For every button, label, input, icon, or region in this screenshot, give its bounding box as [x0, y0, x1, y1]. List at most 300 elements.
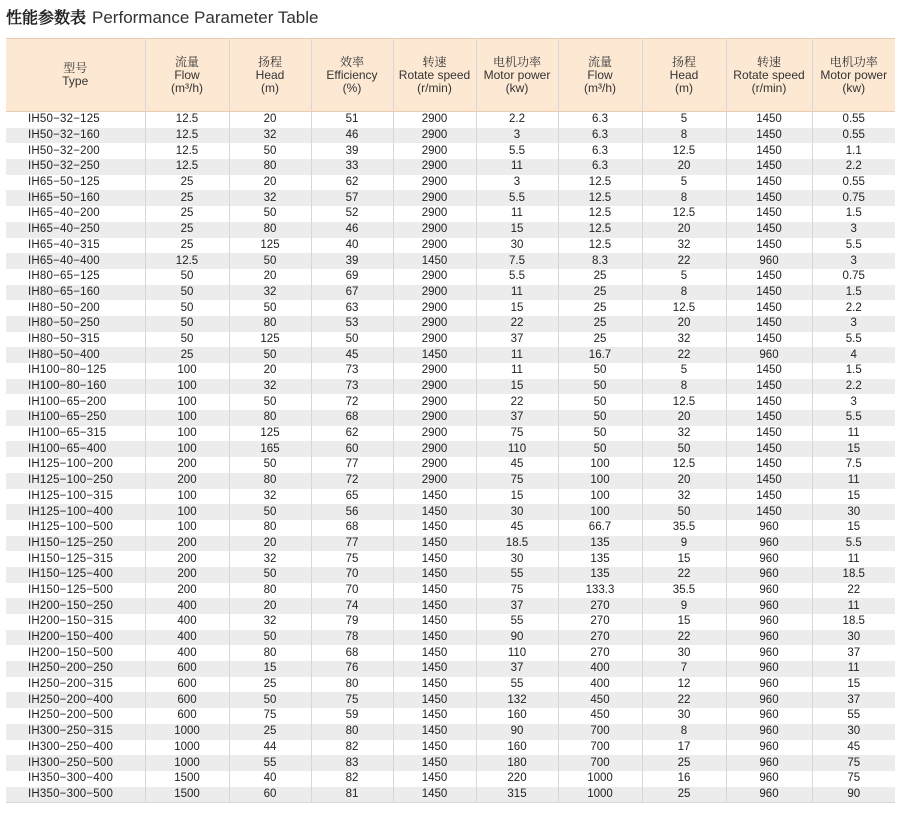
cell-flow-1450: 1000 [558, 771, 642, 787]
cell-rotate-speed-1450: 1450 [726, 332, 812, 348]
cell-flow-1450: 16.7 [558, 347, 642, 363]
cell-rotate-speed-2900: 1450 [393, 567, 476, 583]
cell-rotate-speed-2900: 2900 [393, 332, 476, 348]
header-label-en: Flow [587, 67, 613, 82]
cell-motor-power-2900: 75 [476, 583, 558, 599]
cell-rotate-speed-2900: 1450 [393, 630, 476, 646]
cell-type: IH50−32−160 [6, 128, 145, 144]
cell-head-1450: 12.5 [642, 300, 726, 316]
cell-type: IH300−250−315 [6, 724, 145, 740]
cell-motor-power-2900: 110 [476, 645, 558, 661]
cell-motor-power-1450: 1.5 [812, 206, 895, 222]
cell-motor-power-1450: 15 [812, 441, 895, 457]
cell-rotate-speed-2900: 1450 [393, 724, 476, 740]
cell-flow-1450: 135 [558, 567, 642, 583]
cell-head-1450: 50 [642, 504, 726, 520]
cell-motor-power-2900: 90 [476, 630, 558, 646]
cell-motor-power-1450: 1.1 [812, 143, 895, 159]
header-rotate-speed-2900 [393, 39, 476, 112]
header-unit: (m) [261, 80, 279, 95]
table-row [6, 551, 895, 567]
table-row [6, 724, 895, 740]
cell-flow-2900: 600 [145, 661, 229, 677]
cell-rotate-speed-1450: 960 [726, 661, 812, 677]
cell-efficiency: 63 [311, 300, 393, 316]
table-row [6, 394, 895, 410]
cell-rotate-speed-2900: 1450 [393, 551, 476, 567]
cell-motor-power-2900: 37 [476, 410, 558, 426]
cell-motor-power-1450: 18.5 [812, 567, 895, 583]
cell-head-2900: 50 [229, 692, 311, 708]
cell-rotate-speed-1450: 960 [726, 520, 812, 536]
cell-head-2900: 44 [229, 740, 311, 756]
cell-motor-power-1450: 55 [812, 708, 895, 724]
table-row [6, 379, 895, 395]
cell-type: IH125−100−400 [6, 504, 145, 520]
cell-flow-2900: 400 [145, 598, 229, 614]
cell-flow-1450: 50 [558, 394, 642, 410]
cell-rotate-speed-2900: 2900 [393, 143, 476, 159]
cell-rotate-speed-2900: 1450 [393, 520, 476, 536]
table-row [6, 426, 895, 442]
cell-motor-power-2900: 110 [476, 441, 558, 457]
cell-type: IH65−40−315 [6, 238, 145, 254]
table-row [6, 630, 895, 646]
table-row [6, 771, 895, 787]
cell-type: IH100−80−125 [6, 363, 145, 379]
cell-motor-power-1450: 4 [812, 347, 895, 363]
cell-motor-power-2900: 11 [476, 285, 558, 301]
cell-rotate-speed-1450: 1450 [726, 316, 812, 332]
cell-rotate-speed-1450: 960 [726, 755, 812, 771]
cell-efficiency: 82 [311, 740, 393, 756]
cell-rotate-speed-1450: 960 [726, 583, 812, 599]
cell-rotate-speed-2900: 2900 [393, 206, 476, 222]
cell-motor-power-1450: 0.55 [812, 175, 895, 191]
cell-rotate-speed-1450: 1450 [726, 489, 812, 505]
cell-rotate-speed-2900: 2900 [393, 269, 476, 285]
cell-type: IH65−40−400 [6, 253, 145, 269]
cell-head-2900: 55 [229, 755, 311, 771]
cell-flow-2900: 100 [145, 426, 229, 442]
cell-motor-power-1450: 30 [812, 504, 895, 520]
cell-rotate-speed-1450: 960 [726, 708, 812, 724]
cell-motor-power-2900: 55 [476, 567, 558, 583]
cell-type: IH300−250−400 [6, 740, 145, 756]
cell-flow-1450: 50 [558, 363, 642, 379]
cell-rotate-speed-1450: 960 [726, 677, 812, 693]
cell-efficiency: 39 [311, 253, 393, 269]
table-row [6, 332, 895, 348]
cell-flow-1450: 270 [558, 630, 642, 646]
cell-efficiency: 46 [311, 222, 393, 238]
cell-flow-1450: 100 [558, 457, 642, 473]
cell-flow-2900: 200 [145, 536, 229, 552]
header-row [6, 39, 895, 112]
page-title-en: Performance Parameter Table [92, 8, 319, 27]
cell-type: IH250−200−400 [6, 692, 145, 708]
cell-efficiency: 50 [311, 332, 393, 348]
cell-motor-power-1450: 5.5 [812, 410, 895, 426]
cell-head-1450: 20 [642, 410, 726, 426]
cell-head-1450: 5 [642, 269, 726, 285]
cell-head-2900: 32 [229, 190, 311, 206]
cell-flow-2900: 200 [145, 567, 229, 583]
cell-head-1450: 12.5 [642, 457, 726, 473]
cell-motor-power-2900: 30 [476, 504, 558, 520]
header-label-en: Motor power [483, 67, 551, 82]
cell-type: IH150−125−315 [6, 551, 145, 567]
cell-flow-2900: 200 [145, 473, 229, 489]
table-row [6, 473, 895, 489]
header-label-cn: 流量 [174, 54, 199, 69]
cell-head-1450: 32 [642, 238, 726, 254]
cell-rotate-speed-2900: 2900 [393, 410, 476, 426]
cell-motor-power-1450: 1.5 [812, 285, 895, 301]
cell-rotate-speed-1450: 960 [726, 347, 812, 363]
cell-type: IH200−150−400 [6, 630, 145, 646]
cell-efficiency: 70 [311, 567, 393, 583]
cell-efficiency: 72 [311, 473, 393, 489]
cell-flow-2900: 12.5 [145, 159, 229, 175]
cell-head-1450: 16 [642, 771, 726, 787]
cell-rotate-speed-1450: 1450 [726, 473, 812, 489]
cell-head-2900: 32 [229, 128, 311, 144]
cell-head-2900: 20 [229, 269, 311, 285]
cell-flow-1450: 450 [558, 708, 642, 724]
cell-motor-power-1450: 37 [812, 645, 895, 661]
cell-head-2900: 80 [229, 645, 311, 661]
cell-flow-2900: 25 [145, 222, 229, 238]
cell-motor-power-2900: 5.5 [476, 269, 558, 285]
cell-flow-1450: 700 [558, 740, 642, 756]
cell-head-1450: 35.5 [642, 583, 726, 599]
cell-type: IH125−100−250 [6, 473, 145, 489]
cell-rotate-speed-1450: 960 [726, 253, 812, 269]
cell-type: IH100−65−400 [6, 441, 145, 457]
cell-flow-1450: 700 [558, 755, 642, 771]
table-row [6, 253, 895, 269]
cell-rotate-speed-1450: 1450 [726, 300, 812, 316]
cell-efficiency: 60 [311, 441, 393, 457]
table-row [6, 457, 895, 473]
cell-flow-1450: 270 [558, 598, 642, 614]
table-row [6, 347, 895, 363]
cell-flow-1450: 12.5 [558, 222, 642, 238]
cell-head-2900: 20 [229, 536, 311, 552]
cell-motor-power-1450: 30 [812, 724, 895, 740]
cell-rotate-speed-1450: 1450 [726, 143, 812, 159]
cell-flow-1450: 66.7 [558, 520, 642, 536]
cell-head-2900: 50 [229, 567, 311, 583]
cell-head-2900: 60 [229, 787, 311, 803]
cell-rotate-speed-2900: 1450 [393, 708, 476, 724]
cell-head-2900: 25 [229, 677, 311, 693]
cell-rotate-speed-2900: 2900 [393, 112, 476, 128]
cell-head-1450: 8 [642, 285, 726, 301]
cell-head-1450: 15 [642, 614, 726, 630]
cell-flow-2900: 50 [145, 332, 229, 348]
header-unit: (kw) [842, 80, 866, 95]
cell-efficiency: 68 [311, 410, 393, 426]
cell-type: IH50−32−125 [6, 112, 145, 128]
cell-flow-1450: 50 [558, 426, 642, 442]
cell-rotate-speed-2900: 2900 [393, 175, 476, 191]
cell-motor-power-1450: 3 [812, 316, 895, 332]
cell-head-2900: 20 [229, 598, 311, 614]
table-row [6, 363, 895, 379]
cell-rotate-speed-2900: 2900 [393, 300, 476, 316]
cell-head-2900: 50 [229, 457, 311, 473]
cell-rotate-speed-2900: 1450 [393, 598, 476, 614]
cell-motor-power-1450: 7.5 [812, 457, 895, 473]
cell-head-1450: 8 [642, 190, 726, 206]
cell-motor-power-1450: 0.55 [812, 128, 895, 144]
cell-rotate-speed-2900: 1450 [393, 755, 476, 771]
header-unit: (r/min) [417, 80, 452, 95]
cell-flow-2900: 200 [145, 583, 229, 599]
cell-motor-power-2900: 5.5 [476, 190, 558, 206]
cell-head-1450: 9 [642, 536, 726, 552]
table-row [6, 489, 895, 505]
cell-flow-2900: 100 [145, 363, 229, 379]
cell-rotate-speed-1450: 1450 [726, 159, 812, 175]
cell-type: IH65−40−200 [6, 206, 145, 222]
cell-head-2900: 80 [229, 222, 311, 238]
cell-rotate-speed-2900: 2900 [393, 222, 476, 238]
cell-flow-2900: 25 [145, 175, 229, 191]
cell-flow-2900: 1500 [145, 771, 229, 787]
cell-type: IH65−50−160 [6, 190, 145, 206]
cell-flow-1450: 400 [558, 677, 642, 693]
cell-motor-power-1450: 3 [812, 394, 895, 410]
table-row [6, 238, 895, 254]
cell-flow-1450: 50 [558, 441, 642, 457]
cell-flow-1450: 270 [558, 645, 642, 661]
cell-type: IH125−100−200 [6, 457, 145, 473]
cell-flow-1450: 400 [558, 661, 642, 677]
table-row [6, 159, 895, 175]
cell-rotate-speed-1450: 1450 [726, 285, 812, 301]
table-row [6, 755, 895, 771]
cell-efficiency: 65 [311, 489, 393, 505]
header-type [6, 39, 145, 112]
cell-head-1450: 5 [642, 112, 726, 128]
cell-head-1450: 15 [642, 551, 726, 567]
cell-type: IH300−250−500 [6, 755, 145, 771]
cell-flow-1450: 6.3 [558, 112, 642, 128]
cell-rotate-speed-2900: 1450 [393, 645, 476, 661]
header-label-en: Flow [174, 67, 200, 82]
table-row [6, 567, 895, 583]
cell-head-1450: 12.5 [642, 143, 726, 159]
cell-rotate-speed-1450: 1450 [726, 504, 812, 520]
cell-rotate-speed-1450: 1450 [726, 441, 812, 457]
cell-flow-2900: 1500 [145, 787, 229, 803]
cell-rotate-speed-2900: 1450 [393, 489, 476, 505]
header-unit: (kw) [505, 80, 529, 95]
header-label-cn: 扬程 [257, 54, 282, 69]
cell-head-1450: 17 [642, 740, 726, 756]
cell-type: IH250−200−315 [6, 677, 145, 693]
header-label-cn: 型号 [63, 61, 88, 75]
cell-motor-power-2900: 11 [476, 206, 558, 222]
cell-head-1450: 32 [642, 489, 726, 505]
cell-motor-power-1450: 0.55 [812, 112, 895, 128]
cell-efficiency: 62 [311, 426, 393, 442]
cell-rotate-speed-2900: 1450 [393, 740, 476, 756]
cell-motor-power-1450: 2.2 [812, 300, 895, 316]
table-row [6, 222, 895, 238]
cell-head-2900: 75 [229, 708, 311, 724]
table-row [6, 285, 895, 301]
header-label-en: Efficiency [326, 67, 378, 82]
header-label-en: Head [255, 67, 285, 82]
cell-type: IH100−65−250 [6, 410, 145, 426]
header-label-en: Type [62, 74, 89, 88]
cell-rotate-speed-1450: 960 [726, 536, 812, 552]
cell-head-2900: 32 [229, 285, 311, 301]
header-head-1450 [642, 39, 726, 112]
page-title-cn: 性能参数表 [6, 8, 87, 27]
cell-flow-2900: 12.5 [145, 143, 229, 159]
cell-head-2900: 50 [229, 347, 311, 363]
header-rotate-speed-1450 [726, 39, 812, 112]
cell-rotate-speed-1450: 960 [726, 645, 812, 661]
cell-rotate-speed-1450: 1450 [726, 206, 812, 222]
performance-parameter-table [6, 38, 895, 803]
cell-flow-2900: 600 [145, 692, 229, 708]
cell-flow-1450: 12.5 [558, 175, 642, 191]
cell-flow-1450: 135 [558, 551, 642, 567]
cell-flow-1450: 12.5 [558, 206, 642, 222]
cell-flow-1450: 700 [558, 724, 642, 740]
cell-motor-power-2900: 132 [476, 692, 558, 708]
table-row [6, 316, 895, 332]
cell-flow-1450: 25 [558, 316, 642, 332]
header-unit: (m³/h) [171, 80, 203, 95]
table-row [6, 520, 895, 536]
cell-motor-power-2900: 160 [476, 740, 558, 756]
cell-motor-power-1450: 11 [812, 551, 895, 567]
cell-type: IH80−65−160 [6, 285, 145, 301]
cell-head-2900: 20 [229, 175, 311, 191]
cell-flow-2900: 100 [145, 379, 229, 395]
cell-flow-2900: 200 [145, 457, 229, 473]
cell-flow-1450: 6.3 [558, 143, 642, 159]
cell-flow-2900: 100 [145, 520, 229, 536]
cell-efficiency: 78 [311, 630, 393, 646]
table-row [6, 128, 895, 144]
cell-efficiency: 81 [311, 787, 393, 803]
cell-head-2900: 25 [229, 724, 311, 740]
cell-efficiency: 53 [311, 316, 393, 332]
cell-efficiency: 77 [311, 457, 393, 473]
cell-type: IH50−32−250 [6, 159, 145, 175]
cell-rotate-speed-2900: 2900 [393, 128, 476, 144]
cell-motor-power-1450: 2.2 [812, 379, 895, 395]
header-label-en: Motor power [820, 67, 888, 82]
cell-motor-power-1450: 15 [812, 677, 895, 693]
cell-flow-2900: 1000 [145, 724, 229, 740]
cell-rotate-speed-1450: 1450 [726, 175, 812, 191]
cell-motor-power-2900: 5.5 [476, 143, 558, 159]
cell-head-2900: 50 [229, 630, 311, 646]
cell-flow-2900: 100 [145, 504, 229, 520]
cell-rotate-speed-2900: 2900 [393, 457, 476, 473]
cell-rotate-speed-1450: 1450 [726, 426, 812, 442]
cell-flow-1450: 12.5 [558, 238, 642, 254]
cell-type: IH150−125−250 [6, 536, 145, 552]
cell-head-1450: 30 [642, 645, 726, 661]
cell-type: IH125−100−500 [6, 520, 145, 536]
cell-motor-power-2900: 75 [476, 426, 558, 442]
cell-motor-power-2900: 90 [476, 724, 558, 740]
table-row [6, 441, 895, 457]
cell-head-2900: 32 [229, 551, 311, 567]
table-row [6, 692, 895, 708]
cell-head-1450: 25 [642, 787, 726, 803]
cell-type: IH80−50−250 [6, 316, 145, 332]
cell-motor-power-2900: 160 [476, 708, 558, 724]
table-row [6, 269, 895, 285]
cell-rotate-speed-1450: 1450 [726, 112, 812, 128]
table-row [6, 661, 895, 677]
cell-head-1450: 5 [642, 175, 726, 191]
cell-motor-power-1450: 75 [812, 771, 895, 787]
table-row [6, 206, 895, 222]
cell-rotate-speed-2900: 2900 [393, 426, 476, 442]
cell-head-1450: 30 [642, 708, 726, 724]
cell-type: IH80−65−125 [6, 269, 145, 285]
cell-flow-2900: 100 [145, 410, 229, 426]
cell-efficiency: 57 [311, 190, 393, 206]
cell-rotate-speed-1450: 1450 [726, 269, 812, 285]
cell-rotate-speed-2900: 1450 [393, 536, 476, 552]
cell-motor-power-2900: 45 [476, 520, 558, 536]
cell-head-1450: 22 [642, 253, 726, 269]
table-row [6, 583, 895, 599]
cell-motor-power-2900: 30 [476, 551, 558, 567]
table-row [6, 300, 895, 316]
cell-flow-2900: 100 [145, 394, 229, 410]
cell-motor-power-1450: 11 [812, 426, 895, 442]
cell-efficiency: 68 [311, 520, 393, 536]
cell-motor-power-2900: 55 [476, 677, 558, 693]
cell-motor-power-2900: 55 [476, 614, 558, 630]
cell-motor-power-2900: 18.5 [476, 536, 558, 552]
header-label-cn: 效率 [339, 54, 364, 69]
table-row [6, 410, 895, 426]
cell-head-2900: 50 [229, 504, 311, 520]
cell-rotate-speed-2900: 1450 [393, 692, 476, 708]
cell-rotate-speed-2900: 2900 [393, 363, 476, 379]
cell-motor-power-1450: 75 [812, 755, 895, 771]
cell-flow-1450: 270 [558, 614, 642, 630]
table-row [6, 645, 895, 661]
cell-flow-1450: 1000 [558, 787, 642, 803]
cell-flow-2900: 600 [145, 677, 229, 693]
cell-flow-2900: 12.5 [145, 112, 229, 128]
cell-motor-power-2900: 22 [476, 316, 558, 332]
cell-rotate-speed-2900: 1450 [393, 347, 476, 363]
cell-efficiency: 59 [311, 708, 393, 724]
cell-motor-power-1450: 18.5 [812, 614, 895, 630]
table-row [6, 112, 895, 128]
cell-type: IH125−100−315 [6, 489, 145, 505]
cell-rotate-speed-1450: 1450 [726, 394, 812, 410]
header-label-cn: 转速 [422, 54, 447, 69]
